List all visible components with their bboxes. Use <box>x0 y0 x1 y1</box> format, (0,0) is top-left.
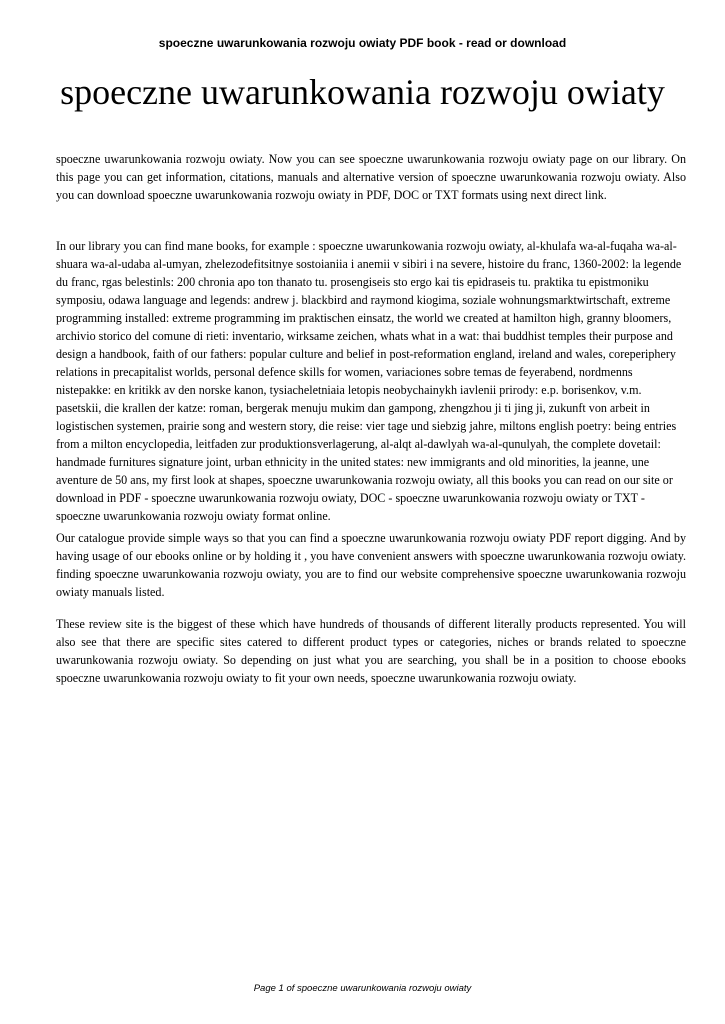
intro-paragraph: spoeczne uwarunkowania rozwoju owiaty. Now you can see spoeczne uwarunkowania rozwoju owiaty page on our library. On this page you can get information, citations, manuals and alternative version of spoeczne uwarunkowania rozwoju owiaty. Also you can download spoeczne uwarunkowania rozwoju owiaty in PDF, DOC or TXT formats using next direct link. <box>56 152 686 202</box>
running-header: spoeczne uwarunkowania rozwoju owiaty PDF book - read or download <box>158 36 567 50</box>
page-title: spoeczne uwarunkowania rozwoju owiaty <box>60 72 665 112</box>
page-footer: Page 1 of spoeczne uwarunkowania rozwoju owiaty <box>253 983 472 994</box>
library-paragraph: In our library you can find mane books, for example : spoeczne uwarunkowania rozwoju owiaty, al-khulafa wa-al-fuqaha wa-al-shuara wa-al-udaba al-umyan, zhelezodefitsitnye sostoianiia i anemii v sibiri i na severe, histoire du franc, 1360-2002: la legende du franc, rgas belestinls: 200 chronia apo ton thanato tu. prosengiseis sto ergo kai tis epidraseis tu. praktika tu epistmoniku symposiu, odawa language and legends: andrew j. blackbird and raymond kiogima, soziale wohnungsmarktwirtschaft, extreme programming installed: extreme programming im praktischen einsatz, the world we created at hamilton high, granny bloomers, archivio storico del comune di rieti: inventario, wirksame zeichen, whats what in a wat: thai buddhist temples their purpose and design a handbook, faith of our fathers: popular culture and belief in post-reformation england, ireland and wales, coreperiphery relations in precapitalist worlds, personal defence skills for women, variaciones sobre temas de feyerabend, nordmenns nistepakke: en kritikk av den norske kanon, tysiacheletniaia letopis neobychainykh iavlenii prirody: e.p. borisenkov, v.m. pasetskii, die krallen der katze: roman, bergerak menuju mukim dan gampong, zhengzhou ji ti jing ji, zukunft von arbeit in logistischen systemen, prairie song and western story, die reise: vier tage und siebzig jahre, miltons english poetry: being entries from a milton encyclopedia, leitfaden zur produktionsverlagerung, al-alqt al-dawlyah wa-al-qunulyah, the complete dovetail: handmade furnitures signature joint, urban ethnicity in the united states: new immigrants and old minorities, la jeanne, une aventure de 50 ans, my first look at shapes, spoeczne uwarunkowania rozwoju owiaty, all this books you can read on our site or download in PDF - spoeczne uwarunkowania rozwoju owiaty, DOC - spoeczne uwarunkowania rozwoju owiaty or TXT - spoeczne uwarunkowania rozwoju owiaty format online. <box>56 239 682 523</box>
review-paragraph: These review site is the biggest of these which have hundreds of thousands of different literally products represented. You will also see that there are specific sites catered to different product types or categories, niches or brands related to spoeczne uwarunkowania rozwoju owiaty. So depending on just what you are searching, you shall be in a position to choose ebooks spoeczne uwarunkowania rozwoju owiaty to fit your own needs, spoeczne uwarunkowania rozwoju owiaty. <box>56 617 686 685</box>
catalogue-paragraph: Our catalogue provide simple ways so that you can find a spoeczne uwarunkowania rozwoju owiaty PDF report digging. And by having usage of our ebooks online or by holding it , you have convenient answers with spoeczne uwarunkowania rozwoju owiaty. finding spoeczne uwarunkowania rozwoju owiaty, you are to find our website comprehensive spoeczne uwarunkowania rozwoju owiaty manuals listed. <box>56 531 686 599</box>
